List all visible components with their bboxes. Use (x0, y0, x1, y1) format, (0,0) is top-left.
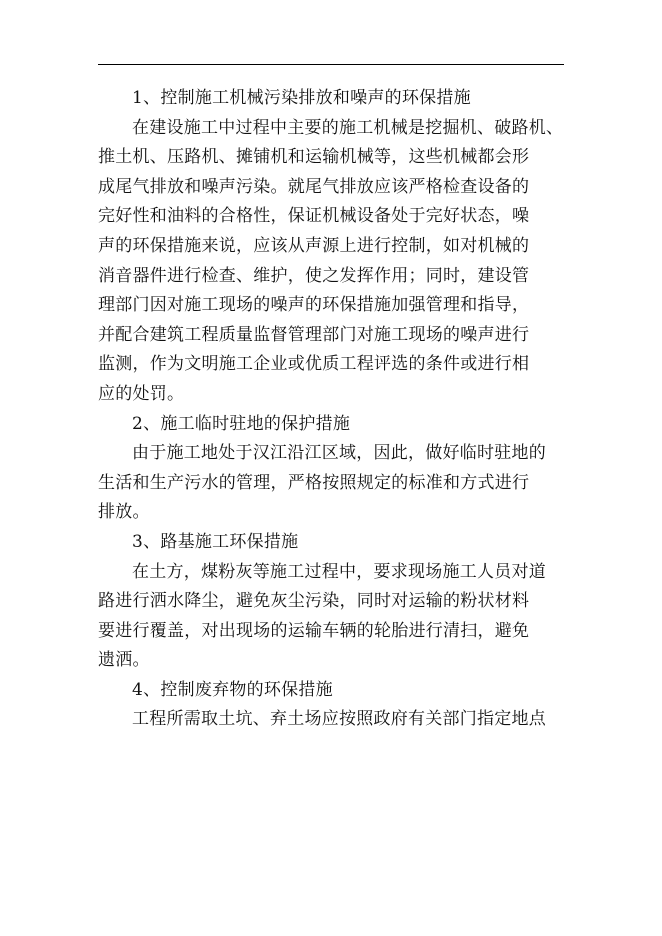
paragraph-line: 声的环保措施来说，应该从声源上进行控制，如对机械的 (98, 235, 530, 256)
paragraph-line: 由于施工地处于汉江沿江区域，因此，做好临时驻地的 (132, 443, 546, 464)
paragraph-line: 监测，作为文明施工企业或优质工程评选的条件或进行相 (98, 354, 530, 375)
section-heading-4: 4、控制废弃物的环保措施 (132, 679, 333, 700)
paragraph-line: 推土机、压路机、摊铺机和运输机械等，这些机械都会形 (98, 147, 530, 168)
paragraph-line: 生活和生产污水的管理，严格按照规定的标准和方式进行 (98, 472, 530, 493)
paragraph-line: 在土方，煤粉灰等施工过程中，要求现场施工人员对道 (132, 561, 546, 582)
paragraph-line: 遗洒。 (98, 650, 150, 671)
paragraph-line: 在建设施工中过程中主要的施工机械是挖掘机、破路机、 (132, 117, 564, 138)
section-heading-3: 3、路基施工环保措施 (132, 531, 299, 552)
paragraph-line: 完好性和油料的合格性，保证机械设备处于完好状态，噪 (98, 206, 530, 227)
paragraph-line: 要进行覆盖，对出现场的运输车辆的轮胎进行清扫，避免 (98, 620, 530, 641)
section-heading-2: 2、施工临时驻地的保护措施 (132, 413, 351, 434)
paragraph-line: 排放。 (98, 502, 150, 523)
paragraph-line: 成尾气排放和噪声污染。就尾气排放应该严格检查设备的 (98, 176, 530, 197)
paragraph-line: 理部门因对施工现场的噪声的环保措施加强管理和指导， (98, 295, 530, 316)
paragraph-line: 并配合建筑工程质量监督管理部门对施工现场的噪声进行 (98, 324, 530, 345)
paragraph-line: 消音器件进行检查、维护，使之发挥作用；同时，建设管 (98, 265, 530, 286)
paragraph-line: 工程所需取土坑、弃土场应按照政府有关部门指定地点 (132, 709, 546, 730)
paragraph-line: 应的处罚。 (98, 383, 185, 404)
document-body (98, 84, 564, 735)
paragraph-line: 路进行洒水降尘，避免灰尘污染，同时对运输的粉状材料 (98, 591, 530, 612)
section-heading-1: 1、控制施工机械污染排放和噪声的环保措施 (132, 88, 471, 108)
header-rule (98, 64, 564, 65)
